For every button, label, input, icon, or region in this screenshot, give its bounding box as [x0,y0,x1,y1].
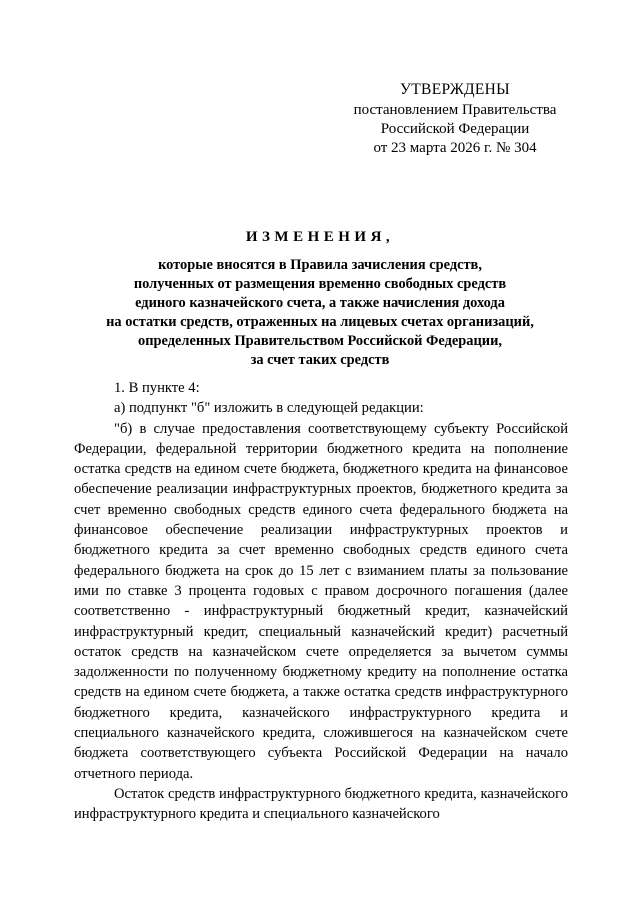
document-body [74,378,568,825]
subtitle-line-4: на остатки средств, отраженных на лицевых счетах организаций, [106,314,534,330]
paragraph-item-1: 1. В пункте 4: [114,380,200,396]
approval-line-3: от 23 марта 2026 г. № 304 [373,140,537,156]
approval-line-1: постановлением Правительства [353,102,557,118]
approval-block [330,80,580,158]
approval-heading: УТВЕРЖДЕНЫ [400,81,510,98]
subtitle-line-5: определенных Правительством Российской Федерации, [138,333,502,349]
document-subtitle [40,256,600,370]
paragraph-subitem-a: а) подпункт "б" изложить в следующей редакции: [114,400,424,417]
subtitle-line-6: за счет таких средств [250,352,390,368]
paragraph-quoted-text: "б) в случае предоставления соответствующему субъекту Российской Федерации, федеральной территории бюджетного кредита на пополнение остатка средств на едином счете бюджета, бюджетного кредита на финансовое обеспечение реализации инфраструктурных проектов, бюджетного кредита за счет временно свободных средств единого счета федерального бюджета на финансовое обеспечение реализации инфраструктурных проектов и бюджетного кредита за счет временно свободных средств единого счета федерального бюджета на срок до 15 лет с взиманием платы за пользование ими по ставке 3 процента годовых с правом досрочного погашения (далее соответственно - инфраструктурный бюджетный кредит, казначейский инфраструктурный кредит, специальный казначейский кредит) расчетный остаток средств на казначейском счете определяется за вычетом суммы задолженности по полученному бюджетному кредиту на пополнение остатка средств на едином счете бюджета, а также остатка средств инфраструктурного бюджетного кредита, казначейского инфраструктурного кредита и специального казначейского кредита, сложившегося на казначейском счете бюджета соответствующего субъекта Российской Федерации на начало отчетного периода. [74,420,568,782]
subtitle-line-2: полученных от размещения временно свободных средств [133,276,507,292]
subtitle-line-3: единого казначейского счета, а также начисления дохода [135,295,505,311]
subtitle-line-1: которые вносятся в Правила зачисления средств, [158,257,482,273]
document-title: ИЗМЕНЕНИЯ, [245,229,395,245]
approval-line-2: Российской Федерации [380,121,530,137]
paragraph-remainder: Остаток средств инфраструктурного бюджетного кредита, казначейского инфраструктурного кредита и специального казначейского [74,785,568,823]
